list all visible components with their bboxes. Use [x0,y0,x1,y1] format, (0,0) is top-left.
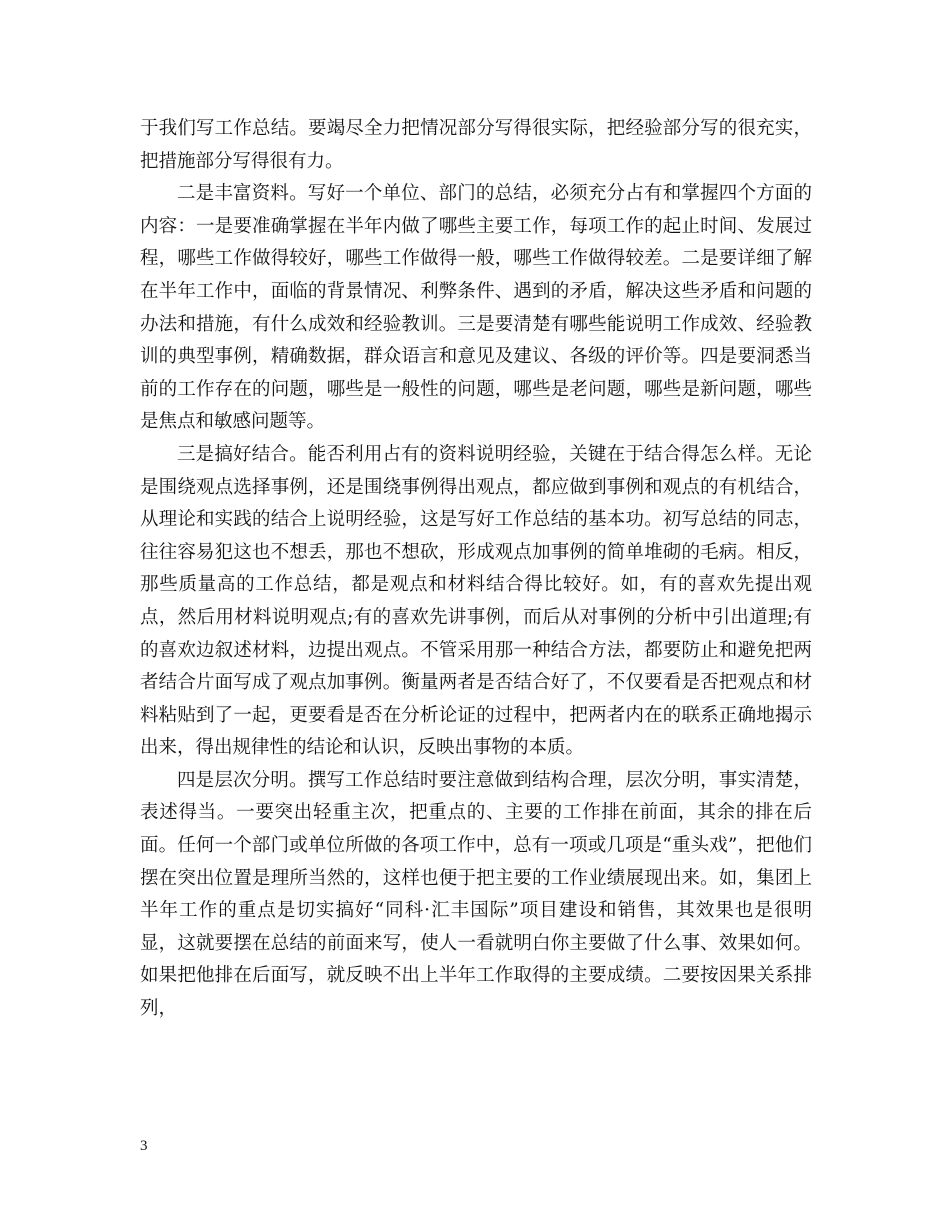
paragraph-clear-structure: 四是层次分明。撰写工作总结时要注意做到结构合理，层次分明，事实清楚，表述得当。一要突出轻重主次，把重点的、主要的工作排在前面，其余的排在后面。任何一个部门或单位所做的各项工作中，总有一项或几项是“重头戏”，把他们摆在突出位置是理所当然的，这样也便于把主要的工作业绩展现出来。如，集团上半年工作的重点是切实搞好“同科·汇丰国际”项目建设和销售，其效果也是很明显，这就要摆在总结的前面来写，使人一看就明白你主要做了什么事、效果如何。如果把他排在后面写，就反映不出上半年工作取得的主要成绩。二要按因果关系排列， [140,769,812,1020]
paragraph-combination: 三是搞好结合。能否利用占有的资料说明经验，关键在于结合得怎么样。无论是围绕观点选择事例，还是围绕事例得出观点，都应做到事例和观点的有机结合，从理论和实践的结合上说明经验，这是写好工作总结的基本功。初写总结的同志，往往容易犯这也不想丢，那也不想砍，形成观点加事例的简单堆砌的毛病。相反，那些质量高的工作总结，都是观点和材料结合得比较好。如，有的喜欢先提出观点，然后用材料说明观点;有的喜欢先讲事例，而后从对事例的分析中引出道理;有的喜欢边叙述材料，边提出观点。不管采用那一种结合方法，都要防止和避免把两者结合片面写成了观点加事例。衡量两者是否结合好了，不仅要看是否把观点和材料粘贴到了一起，更要看是否在分析论证的过程中，把两者内在的联系正确地揭示出来，得出规律性的结论和认识，反映出事物的本质。 [140,443,812,759]
page-number: 3 [140,1138,148,1154]
paragraph-continuation: 于我们写工作总结。要竭尽全力把情况部分写得很实际，把经验部分写的很充实，把措施部分写得很有力。 [140,118,812,172]
body-text [140,113,812,1026]
paragraph-rich-materials: 二是丰富资料。写好一个单位、部门的总结，必须充分占有和掌握四个方面的内容：一是要准确掌握在半年内做了哪些主要工作，每项工作的起止时间、发展过程，哪些工作做得较好，哪些工作做得一般，哪些工作做得较差。二是要详细了解在半年工作中，面临的背景情况、利弊条件、遇到的矛盾，解决这些矛盾和问题的办法和措施，有什么成效和经验教训。三是要清楚有哪些能说明工作成效、经验教训的典型事例，精确数据，群众语言和意见及建议、各级的评价等。四是要洞悉当前的工作存在的问题，哪些是一般性的问题，哪些是老问题，哪些是新问题，哪些是焦点和敏感问题等。 [140,183,812,433]
